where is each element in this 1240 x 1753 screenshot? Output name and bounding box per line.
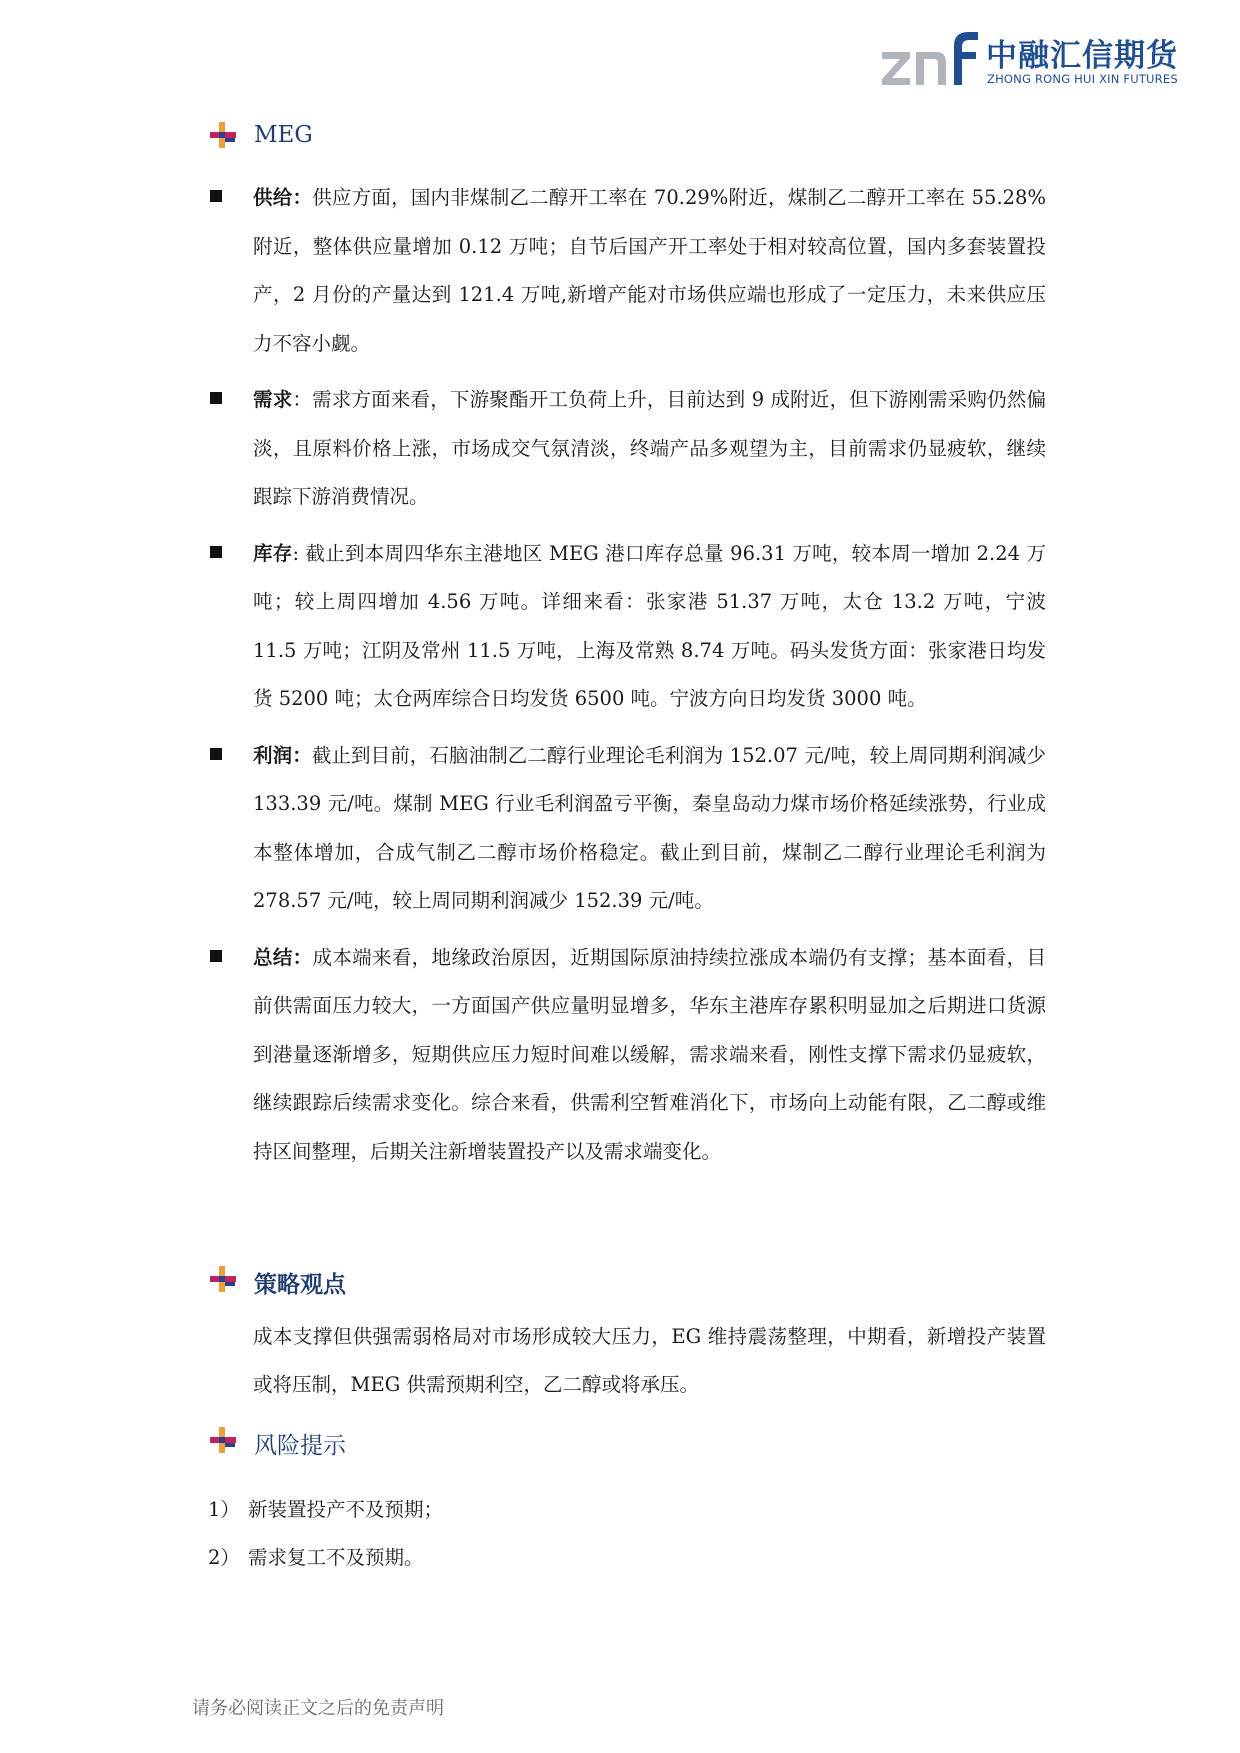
bullet-demand <box>210 376 1046 522</box>
list-text: 需求复工不及预期。 <box>248 1546 424 1569</box>
bullet-summary <box>210 934 1046 1177</box>
section-title: 风险提示 <box>254 1433 346 1459</box>
bullet-label: 供给： <box>253 186 313 209</box>
section-title: 策略观点 <box>254 1272 346 1298</box>
risk-list <box>208 1486 1048 1582</box>
square-bullet-icon <box>210 950 222 962</box>
company-logo <box>880 26 1178 92</box>
bullet-text: : 截止到本周四华东主港地区 MEG 港口库存总量 96.31 万吨，较本周一增加 2.24 万吨；较上周四增加 4.56 万吨。详细来看：张家港 51.37 万吨，太仓 13.2 万吨，宁波 11.5 万吨；江阴及常州 11.5 万吨，上海及常熟 8.74 万吨。码头发货方面：张家港日均发货 5200 吨；太仓两库综合日均发货 6500 吨。宁波方向日均发货 3000 吨。 <box>253 541 1046 710</box>
list-number: 2） <box>208 1546 240 1569</box>
bullet-profit <box>210 732 1046 926</box>
bullet-label: 需求 <box>253 388 293 411</box>
list-number: 1） <box>208 1498 240 1521</box>
footer-disclaimer: 请务必阅读正文之后的免责声明 <box>192 1698 444 1719</box>
bullet-inventory <box>210 530 1046 724</box>
square-bullet-icon <box>210 748 222 760</box>
bullet-label: 利润： <box>253 743 312 767</box>
list-item <box>208 1486 1048 1534</box>
list-text: 新装置投产不及预期； <box>248 1498 444 1521</box>
bullet-label: 库存 <box>253 541 293 565</box>
list-item <box>208 1534 1048 1582</box>
section-title: MEG <box>254 122 313 148</box>
bullet-supply <box>210 174 1046 368</box>
bullet-label: 总结： <box>253 945 313 969</box>
logo-english-name: ZHONG RONG HUI XIN FUTURES <box>987 72 1178 86</box>
logo-mark-icon <box>880 30 980 90</box>
section-cross-icon <box>208 1264 240 1296</box>
logo-chinese-name: 中融汇信期货 <box>986 38 1178 74</box>
square-bullet-icon <box>210 546 222 558</box>
bullet-text: ：需求方面来看，下游聚酯开工负荷上升，目前达到 9 成附近，但下游刚需采购仍然偏淡，且原料价格上涨，市场成交气氛清淡，终端产品多观望为主，目前需求仍显疲软，继续跟踪下游消费情况。 <box>253 388 1046 508</box>
square-bullet-icon <box>210 392 222 404</box>
strategy-paragraph: 成本支撑但供强需弱格局对市场形成较大压力，EG 维持震荡整理，中期看，新增投产装置或将压制，MEG 供需预期利空，乙二醇或将承压。 <box>253 1325 1046 1396</box>
bullet-text: 截止到目前，石脑油制乙二醇行业理论毛利润为 152.07 元/吨，较上周同期利润减少 133.39 元/吨。煤制 MEG 行业毛利润盈亏平衡，秦皇岛动力煤市场价格延续涨势，行业成本整体增加，合成气制乙二醇市场价格稳定。截止到目前，煤制乙二醇行业理论毛利润为 278.57 元/吨，较上周同期利润减少 152.39 元/吨。 <box>253 743 1046 912</box>
analysis-bullets <box>210 174 1046 1184</box>
bullet-text: 成本端来看，地缘政治原因，近期国际原油持续拉涨成本端仍有支撑；基本面看，目前供需面压力较大，一方面国产供应量明显增多，华东主港库存累积明显加之后期进口货源到港量逐渐增多，短期供应压力短时间难以缓解，需求端来看，刚性支撑下需求仍显疲软，继续跟踪后续需求变化。综合来看，供需利空暂难消化下，市场向上动能有限，乙二醇或维持区间整理，后期关注新增装置投产以及需求端变化。 <box>253 945 1046 1163</box>
section-cross-icon <box>208 120 240 152</box>
square-bullet-icon <box>210 190 222 202</box>
section-cross-icon <box>208 1425 240 1457</box>
bullet-text: 供应方面，国内非煤制乙二醇开工率在 70.29%附近，煤制乙二醇开工率在 55.28%附近，整体供应量增加 0.12 万吨；自节后国产开工率处于相对较高位置，国内多套装置投产，2 月份的产量达到 121.4 万吨,新增产能对市场供应端也形成了一定压力，未来供应压力不容小觑。 <box>253 186 1046 355</box>
